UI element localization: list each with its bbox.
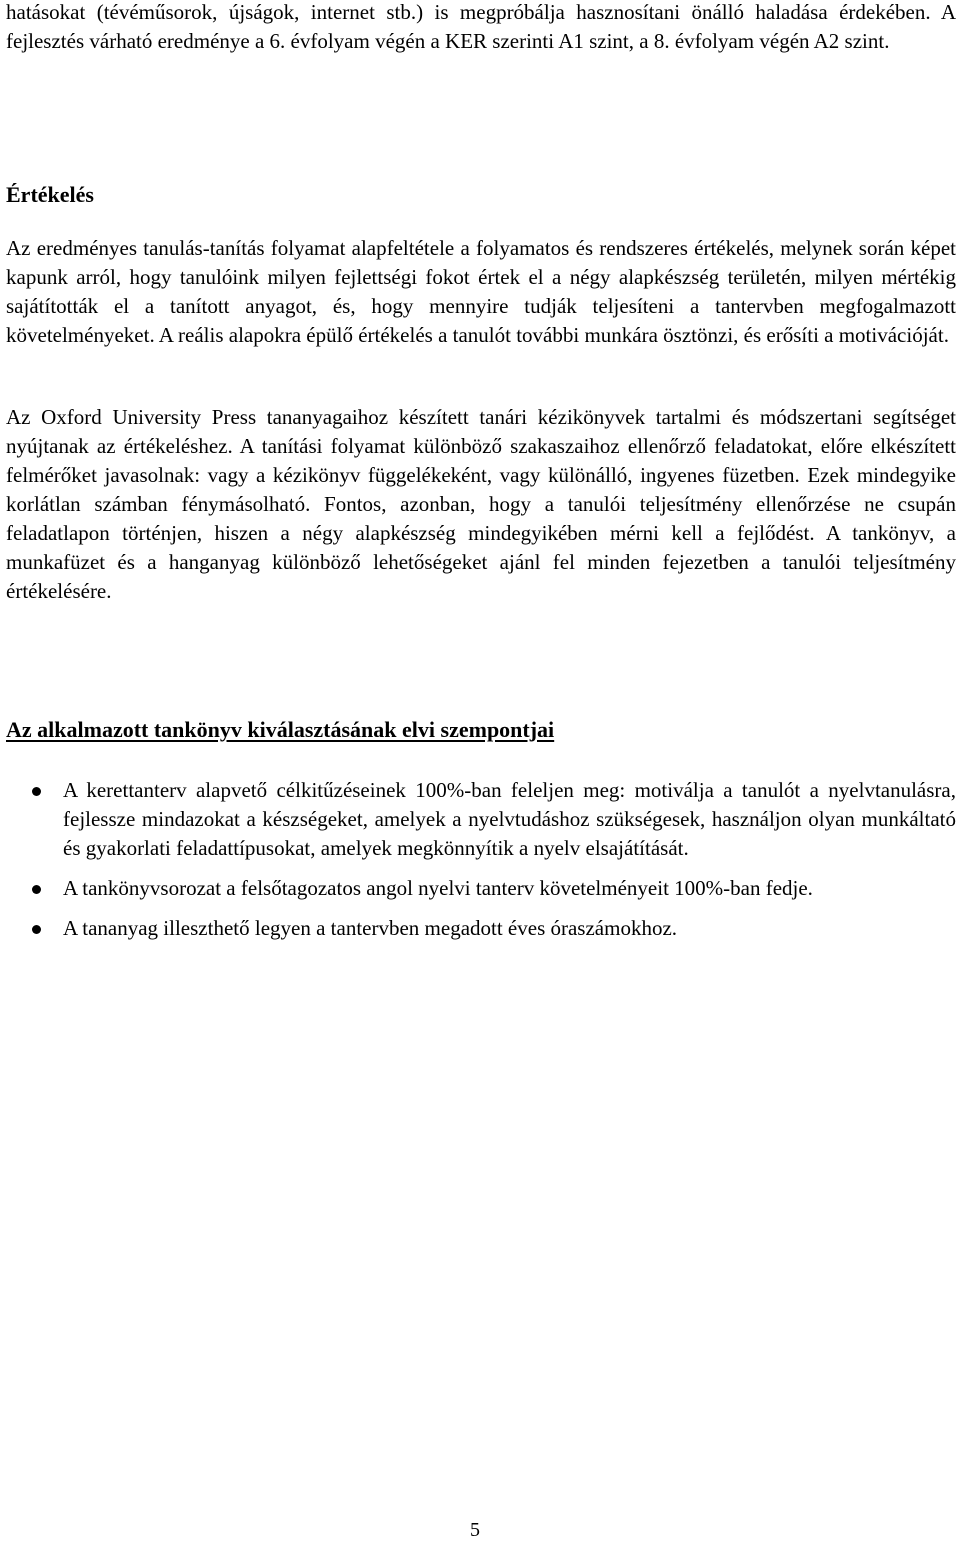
list-item: [6, 914, 956, 943]
evaluation-heading: Értékelés: [6, 182, 94, 207]
textbook-selection-heading: Az alkalmazott tankönyv kiválasztásának elvi szempontjai: [6, 717, 555, 742]
bullet-icon: [32, 925, 41, 934]
list-item-text: A tananyag illeszthető legyen a tantervben megadott éves óraszámokhoz.: [63, 916, 678, 940]
bullet-icon: [32, 787, 41, 796]
intro-paragraph: hatásokat (tévéműsorok, újságok, internet stb.) is megpróbálja hasznosítani önálló haladása érdekében. A fejlesztés várható eredménye a 6. évfolyam végén a KER szerinti A1 szint, a 8. évfolyam végén A2 szint.: [6, 0, 956, 53]
criteria-list: [6, 776, 956, 954]
list-item: [6, 776, 956, 863]
evaluation-paragraph-1: Az eredményes tanulás-tanítás folyamat alapfeltétele a folyamatos és rendszeres értékelés, melynek során képet kapunk arról, hogy tanulóink milyen fejlettségi fokot értek el a négy alapkészség területén, milyen mértékig sajátították el a tanított anyagot, és, hogy mennyire tudják teljesíteni a tantervben megfogalmazott követelményeket. A reális alapokra épülő értékelés a tanulót további munkára ösztönzi, és erősíti a motivációját.: [6, 236, 956, 347]
list-item: [6, 874, 956, 903]
evaluation-paragraph-2: Az Oxford University Press tananyagaihoz készített tanári kézikönyvek tartalmi és módszertani segítséget nyújtanak az értékeléshez. A tanítási folyamat különböző szakaszaihoz ellenőrző feladatokat, előre elkészített felmérőket javasolnak: vagy a kézikönyv függelékeként, vagy különálló, ingyenes füzetben. Ezek mindegyike korlátlan számban fénymásolható. Fontos, azonban, hogy a tanulói teljesítmény ellenőrzése ne csupán feladatlapon történjen, hiszen a négy alapkészség mindegyikében mérni kell a fejlődést. A tankönyv, a munkafüzet és a hanganyag különböző lehetőségeket ajánl fel minden fejezetben a tanulói teljesítmény értékelésére.: [6, 405, 956, 603]
list-item-text: A kerettanterv alapvető célkitűzéseinek 100%-ban feleljen meg: motiválja a tanulót a nyelvtanulásra, fejlessze mindazokat a készségeket, amelyek a nyelvtudáshoz szükségesek, használjon olyan munkáltató és gyakorlati feladattípusokat, amelyek megkönnyítik a nyelv elsajátítását.: [63, 778, 956, 860]
page-number: 5: [470, 1519, 480, 1541]
list-item-text: A tankönyvsorozat a felsőtagozatos angol nyelvi tanterv követelményeit 100%-ban fedje.: [63, 876, 813, 900]
bullet-icon: [32, 885, 41, 894]
